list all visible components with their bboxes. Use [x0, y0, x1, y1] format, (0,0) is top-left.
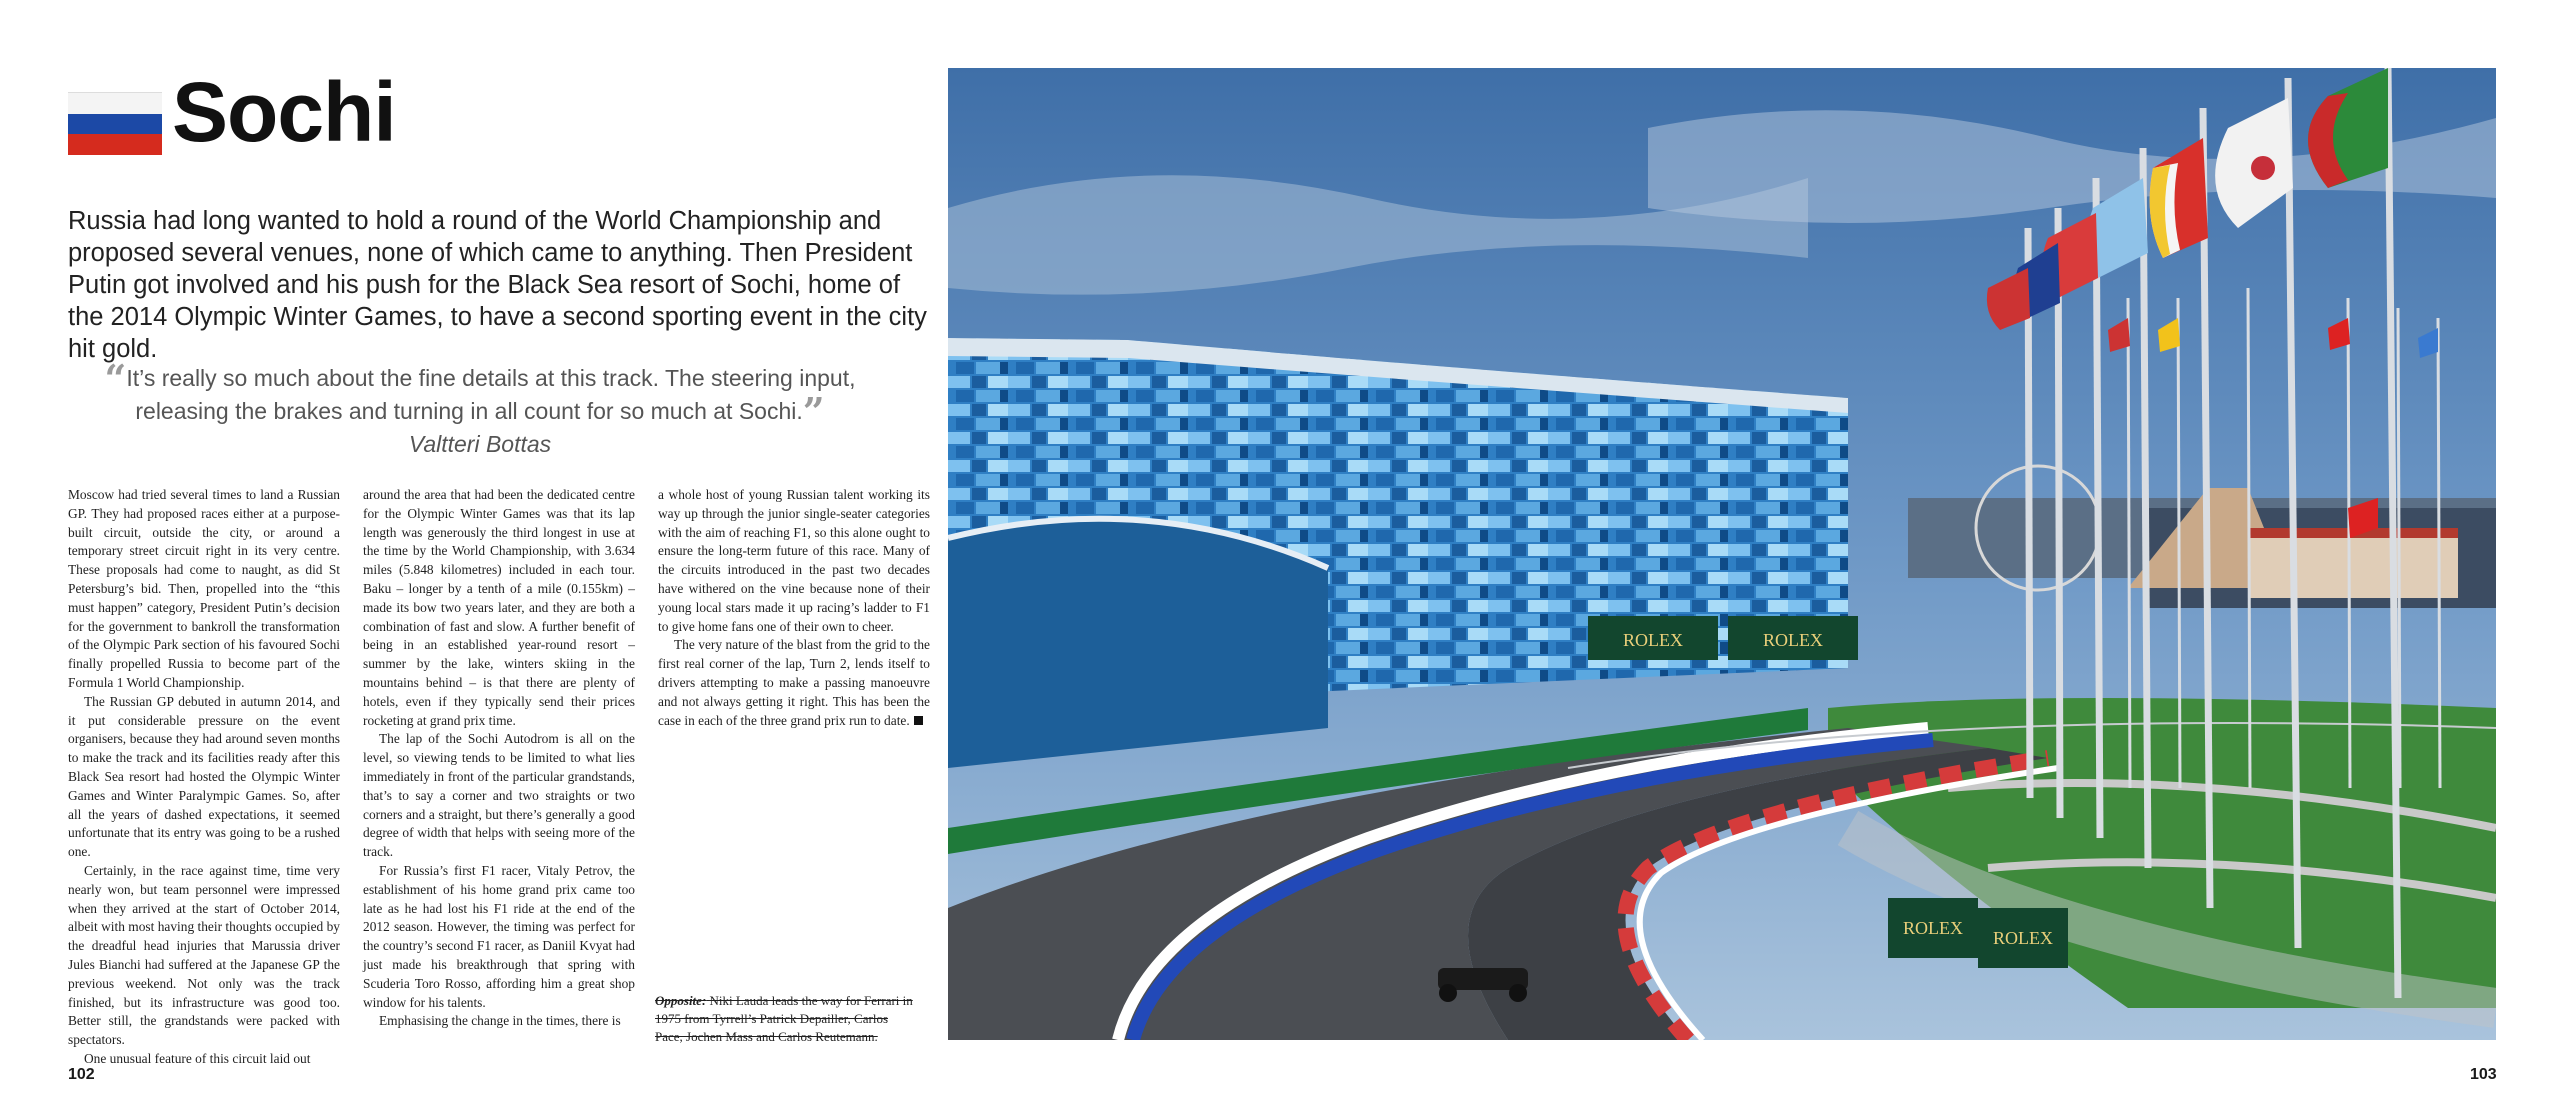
paragraph — [658, 636, 930, 730]
body-columns — [68, 486, 930, 1069]
page-number-right: 103 — [2470, 1066, 2497, 1083]
left-page — [0, 0, 960, 1108]
rolex-board — [1728, 616, 1858, 660]
russia-flag-icon — [68, 92, 162, 154]
paragraph: The Russian GP debuted in autumn 2014, and it put considerable pressure on the event organisers, because they had around seven months to make the track and its facilities ready after this Black Sea resort had hosted the Olympic Winter Games and Winter Paralympic Games. So, after all the years of dashed expectations, it seemed unfortunate that its entry was going to be a rushed one. — [68, 693, 340, 860]
sochi-circuit-photo — [948, 68, 2496, 1040]
paragraph: For Russia’s first F1 racer, Vitaly Petrov, the establishment of his home grand prix came too late as he had lost his F1 ride at the end of the 2012 season. However, the timing was perfect for the country’s second F1 racer, as Daniil Kvyat had just made his breakthrough that spring with Scuderia Toro Rosso, affording him a great shop window for his talents. — [363, 862, 635, 1010]
pull-quote — [100, 356, 860, 461]
column-3 — [658, 486, 930, 1069]
column-1 — [68, 486, 340, 1069]
paragraph: around the area that had been the dedicated centre for the Olympic Winter Games was that its lap length was generously the third longest in use at the time by the World Championship, with 3.634 miles (5.848 kilometres) included in each tour. Baku – longer by a tenth of a mile (0.155km) – made its bow two years later, and they are both a combination of fast and slow. A further benefit of being in an established year-round resort – summer by the lake, winters skiing in the mountains behind – is that there are plenty of hotels, even if they typically send their prices rocketing at grand prix time. — [363, 487, 635, 728]
caption-text: Niki Lauda leads the way for Ferrari in 1975 from Tyrrell’s Patrick Depailler, Carlos Pace, Jochen Mass and Carlos Reutemann. — [655, 993, 913, 1044]
paragraph: Emphasising the change in the times, there is — [379, 1013, 621, 1029]
paragraph: One unusual feature of this circuit laid out — [84, 1050, 311, 1066]
caption-label: Opposite: — [655, 993, 707, 1008]
rolex-board — [1888, 898, 1978, 958]
photo-caption — [655, 992, 915, 1046]
end-mark-icon — [914, 716, 923, 725]
signage-text: ROLEX — [1993, 928, 2053, 948]
rolex-board — [1978, 908, 2068, 968]
paragraph: Moscow had tried several times to land a Russian GP. They had proposed races either at a purpose-built circuit, outside the city, or around a temporary street circuit right in its very centre. These proposals had come to naught, as did St Petersburg’s bid. Then, propelled into the “this must happen” category, President Putin’s decision for the government to bankroll the transformation of the Olympic Park section of his favoured Sochi finally propelled Russia to become part of the Formula 1 World Championship. — [68, 487, 340, 690]
rolex-board — [1588, 616, 1718, 660]
column-2 — [363, 486, 635, 1069]
paragraph: The lap of the Sochi Autodrom is all on the level, so viewing tends to be limited to what lies immediately in front of the particular grandstands, that’s to say a corner and two straights or two corners and a straight, but there’s generally a good degree of width that helps with seeing more of the track. — [363, 731, 635, 860]
page-number-left: 102 — [68, 1066, 95, 1083]
signage-text: ROLEX — [1903, 918, 1963, 938]
quote-text: It’s really so much about the fine details at this track. The steering input, releasing the brakes and turning in all count for so much at Sochi. — [126, 365, 856, 424]
signage-text: ROLEX — [1623, 630, 1683, 650]
paragraph-text: The very nature of the blast from the grid to the first real corner of the lap, Turn 2, lends itself to drivers attempting to make a passing manoeuvre and not always getting it right. This has been the case in each of the three grand prix run to date. — [658, 637, 930, 728]
signage-text: ROLEX — [1763, 630, 1823, 650]
quote-author: Valtteri Bottas — [408, 431, 552, 457]
intro-paragraph: Russia had long wanted to hold a round of the World Championship and proposed several venues, none of which came to anything. Then President Putin got involved and his push for the Black Sea resort of Sochi, home of the 2014 Olympic Winter Games, to have a second sporting event in the city hit gold. — [68, 207, 927, 363]
page-title: Sochi — [172, 65, 396, 159]
open-quote-icon: “ — [104, 356, 127, 401]
close-quote-icon: ” — [802, 389, 825, 434]
paragraph: a whole host of young Russian talent working its way up through the junior single-seater categories with the aim of reaching F1, so this alone ought to ensure the long-term future of this race. Many of the circuits introduced in the past two decades have withered on the vine because none of their young local stars made it up racing’s ladder to F1 to give home fans one of their own to cheer. — [658, 487, 930, 634]
photo-illustration — [948, 68, 2496, 1040]
paragraph: Certainly, in the race against time, time very nearly won, but team personnel were impressed when they arrived at the start of October 2014, albeit with most having their thoughts occupied by the dreadful head injuries that Marussia driver Jules Bianchi had suffered at the Japanese GP the previous weekend. Not only was the track finished, but its infrastructure was good too. Better still, the grandstands were packed with spectators. — [68, 862, 340, 1048]
